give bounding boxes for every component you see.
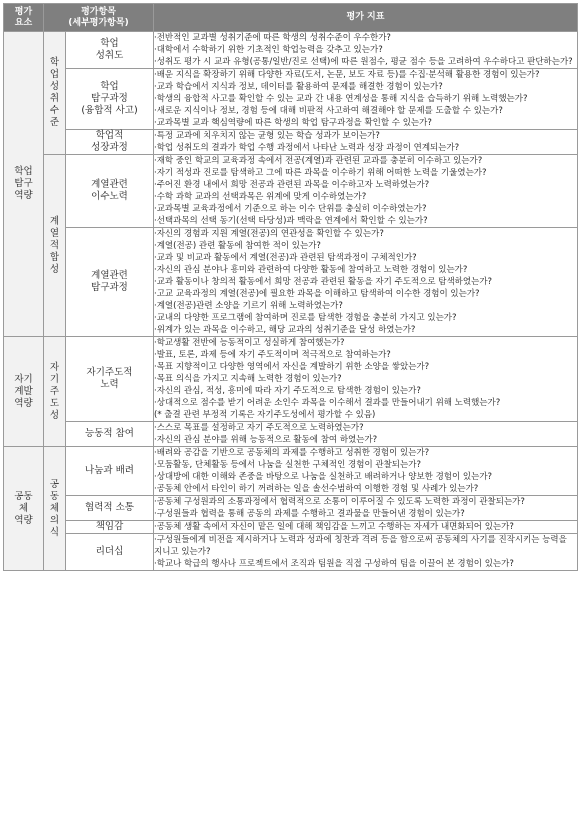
evaluation-item-cell: 협력적 소통: [66, 496, 154, 521]
indicator-line: ·전반적인 교과별 성취기준에 따른 학생의 성취수준이 우수한가?: [154, 33, 391, 43]
evaluation-item-cell: 학업적 성장과정: [66, 130, 154, 155]
table-row: [4, 496, 578, 521]
indicator-line: ·자신의 관심 분야나 흥미와 관련하여 다양한 활동에 참여하고 노력한 경험이 있는가?: [154, 265, 468, 275]
indicator-line: ·교과 및 비교과 활동에서 계열(전공)과 관련된 탐색과정이 구체적인가?: [154, 253, 417, 263]
table-row: [4, 337, 578, 422]
evaluation-group-cell: 계 열 적 합 성: [44, 155, 66, 337]
indicator-cell: [154, 496, 578, 521]
indicator-line: ·성취도 평가 시 교과 유형(공통/일반/진로 선택)에 따른 원점수, 평균 점수 등을 고려하여 우수하다고 판단하는가?: [154, 57, 573, 67]
indicator-line: ·자신의 경험과 지원 계열(전공)의 연관성을 확인할 수 있는가?: [154, 229, 384, 239]
indicator-cell: [154, 69, 578, 130]
indicator-line: ·배운 지식을 확장하기 위해 다양한 자료(도서, 논문, 보도 자료 등)를 수집·분석해 활용한 경험이 있는가?: [154, 70, 540, 80]
evaluation-group-cell: 공 동 체 의 식: [44, 447, 66, 571]
evaluation-item-cell: 자기주도적 노력: [66, 337, 154, 422]
indicator-line: ·발표, 토론, 과제 등에 자기 주도적이며 적극적으로 참여하는가?: [154, 350, 391, 360]
evaluation-item-cell: 나눔과 배려: [66, 447, 154, 496]
indicator-line: ·자신의 관심 분야를 위해 능동적으로 활동에 참여 하였는가?: [154, 435, 378, 445]
indicator-line: ·자신의 관심, 적성, 흥미에 따라 자기 주도적으로 탐색한 경험이 있는가?: [154, 386, 421, 396]
evaluation-item-cell: 계열관련 이수노력: [66, 155, 154, 228]
evaluation-item-cell: 계열관련 탐구과정: [66, 228, 154, 337]
table-row: [4, 69, 578, 130]
indicator-line: ·공동체 생활 속에서 자신이 맡은 일에 대해 책임감을 느끼고 수행하는 자세가 내면화되어 있는가?: [154, 522, 514, 532]
indicator-line: ·계열(전공)관련 소양을 기르기 위해 노력하였는가?: [154, 301, 343, 311]
indicator-line: ·고교 교육과정의 계열(전공)에 필요한 과목을 이해하고 탐색하여 이수한 경험이 있는가?: [154, 289, 480, 299]
indicator-line: ·교과 학습에서 지식과 정보, 데이터를 활용하여 문제를 해결한 경험이 있는가?: [154, 82, 443, 92]
evaluation-item-cell: 학업 성취도: [66, 32, 154, 69]
indicator-line: ·학생의 융합적 사고를 확인할 수 있는 교과 간 내용 연계성을 통해 지식을 습득하기 위해 노력했는가?: [154, 94, 528, 104]
evaluation-item-cell: 능동적 참여: [66, 422, 154, 447]
indicator-cell: [154, 228, 578, 337]
indicator-line: ·배려와 공감을 기반으로 공동체의 과제를 수행하고 성취한 경험이 있는가?: [154, 448, 430, 458]
indicator-line: ·학교생활 전반에 능동적이고 성실하게 참여했는가?: [154, 338, 345, 348]
header-item: 평가항목 (세부평가항목): [44, 4, 154, 32]
indicator-line: ·교과목별 교과 핵심역량에 따른 학생의 학업 탐구과정을 확인할 수 있는가?: [154, 118, 432, 128]
header-area: 평가 요소: [4, 4, 44, 32]
indicator-cell: [154, 422, 578, 447]
indicator-line: ·위계가 있는 과목을 이수하고, 해당 교과의 성취기준을 달성 하였는가?: [154, 325, 416, 335]
indicator-cell: [154, 521, 578, 534]
indicator-cell: [154, 534, 578, 571]
evaluation-group-cell: 자 기 주 도 성: [44, 337, 66, 447]
indicator-line: ·교과 활동이나 창의적 활동에서 희망 전공과 관련된 활동을 자기 주도적으로 탐색하였는가?: [154, 277, 493, 287]
indicator-line: ·교과목별 교육과정에서 기준으로 하는 이수 단위를 충실히 이수하였는가?: [154, 204, 427, 214]
indicator-line: ·주어진 환경 내에서 희망 전공과 관련된 과목을 이수하고자 노력하였는가?: [154, 180, 430, 190]
indicator-cell: [154, 337, 578, 422]
indicator-line: ·목표 지향적이고 다양한 영역에서 자신을 계발하기 위한 소양을 쌓았는가?: [154, 362, 430, 372]
evaluation-area-cell: 자기 계발 역량: [4, 337, 44, 447]
evaluation-group-cell: 학 업 성 취 수 준: [44, 32, 66, 155]
evaluation-item-cell: 책임감: [66, 521, 154, 534]
indicator-line: ·공동체 안에서 타인이 하기 꺼려하는 일을 솔선수범하여 이행한 경험 및 사례가 있는가?: [154, 484, 479, 494]
indicator-line: ·상대방에 대한 이해와 존중을 바탕으로 나눔을 실천하고 배려하거나 양보한 경험이 있는가?: [154, 472, 493, 482]
header-indicator: 평가 지표: [154, 4, 578, 32]
table-row: [4, 228, 578, 337]
indicator-line: ·자기 적성과 진로를 탐색하고 그에 따른 과목을 이수하기 위해 어떠한 노력을 기울였는가?: [154, 168, 487, 178]
evaluation-item-cell: 리더십: [66, 534, 154, 571]
indicator-line: ·스스로 목표를 설정하고 자기 주도적으로 노력하였는가?: [154, 423, 364, 433]
indicator-line: ·교내의 다양한 프로그램에 참여하며 진로를 탐색한 경험을 충분히 가지고 있는가?: [154, 313, 457, 323]
table-row: [4, 32, 578, 69]
table-row: [4, 130, 578, 155]
indicator-line: ·학업 성취도의 결과가 학업 수행 과정에서 나타난 노력과 성장 과정이 연계되는가?: [154, 143, 460, 153]
indicator-line: ·공동체 구성원과의 소통과정에서 협력적으로 소통이 이루어질 수 있도록 노력한 과정이 관찰되는가?: [154, 497, 525, 507]
indicator-line: ·재학 중인 학교의 교육과정 속에서 전공(계열)과 관련된 교과를 충분히 이수하고 있는가?: [154, 156, 483, 166]
indicator-cell: [154, 32, 578, 69]
indicator-line: ·대학에서 수학하기 위한 기초적인 학업능력을 갖추고 있는가?: [154, 45, 383, 55]
indicator-cell: [154, 447, 578, 496]
indicator-line: ·상대적으로 점수를 받기 어려운 소인수 과목을 이수해서 결과를 만들어내기 위해 노력했는가?: [154, 398, 501, 408]
indicator-line: ·목표 의식을 가지고 지속해 노력한 경험이 있는가?: [154, 374, 342, 384]
header-row: [4, 4, 578, 32]
table-row: [4, 521, 578, 534]
table-row: [4, 155, 578, 228]
indicator-line: ·모둠활동, 단체활동 등에서 나눔을 실천한 구체적인 경험이 관찰되는가?: [154, 460, 421, 470]
indicator-line: ·구성원들과 협력을 통해 공동의 과제를 수행하고 결과물을 만들어낸 경험이 있는가?: [154, 509, 465, 519]
table-row: [4, 422, 578, 447]
table-row: [4, 447, 578, 496]
evaluation-area-cell: 학업 탐구 역량: [4, 32, 44, 337]
indicator-line: ·계열(전공) 관련 활동에 참여한 적이 있는가?: [154, 241, 321, 251]
indicator-line: ·구성원들에게 비전을 제시하거나 노력과 성과에 칭찬과 격려 등을 함으로써 공동체의 사기를 진작시키는 능력을 지니고 있는가?: [154, 535, 567, 557]
table-row: [4, 534, 578, 571]
indicator-cell: [154, 130, 578, 155]
evaluation-item-cell: 학업 탐구과정 (융합적 사고): [66, 69, 154, 130]
indicator-line: ·새로운 지식이나 정보, 경험 등에 대해 비판적 사고하여 해결해야 할 문제를 도출할 수 있는가?: [154, 106, 503, 116]
indicator-line: (* 출결 관련 부정적 기록은 자기주도성에서 평가할 수 있음): [154, 410, 376, 420]
indicator-line: ·선택과목의 선택 동기(선택 타당성)과 맥락을 연계에서 확인할 수 있는가?: [154, 216, 428, 226]
indicator-cell: [154, 155, 578, 228]
indicator-line: ·수학 과학 교과의 선택과목은 위계에 맞게 이수하였는가?: [154, 192, 367, 202]
indicator-line: ·학교나 학급의 행사나 프로젝트에서 조직과 팀원을 직접 구성하여 팀을 이끌어 본 경험이 있는가?: [154, 559, 514, 569]
evaluation-criteria-table: [3, 3, 578, 571]
evaluation-area-cell: 공동 체 역량: [4, 447, 44, 571]
indicator-line: ·특정 교과에 치우치지 않는 균형 있는 학습 성과가 보이는가?: [154, 131, 380, 141]
